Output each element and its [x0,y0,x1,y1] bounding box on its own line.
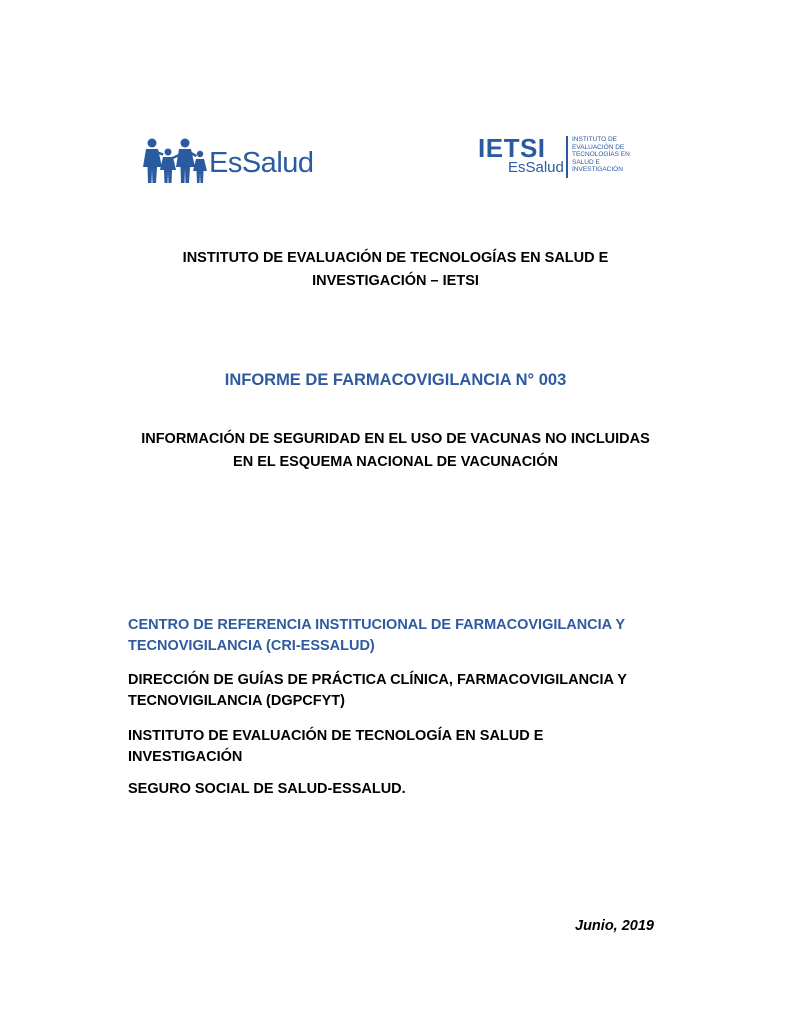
ietsi-descriptor-line: INVESTIGACIÓN [572,166,623,174]
ietsi-descriptor-line: INSTITUTO DE [572,136,618,143]
institute-block [128,726,668,768]
essalud-wordmark: EsSalud [209,147,314,179]
ietsi-logo [478,134,638,184]
reference-center-line2: TECNOVIGILANCIA (CRI-ESSALUD) [128,638,375,654]
report-title: INFORME DE FARMACOVIGILANCIA N° 003 [224,371,567,389]
direction-line2: TECNOVIGILANCIA (DGPCFYT) [128,693,345,709]
family-figures-icon [143,137,209,185]
report-subtitle [0,428,791,474]
ietsi-descriptor-line: TECNOLOGÍAS EN [572,151,630,159]
institute-block-line1: INSTITUTO DE EVALUACIÓN DE TECNOLOGÍA EN SALUD E [128,728,544,744]
direction-line1: DIRECCIÓN DE GUÍAS DE PRÁCTICA CLÍNICA, FARMACOVIGILANCIA Y [128,672,627,688]
report-subtitle-line2: EN EL ESQUEMA NACIONAL DE VACUNACIÓN [233,454,558,470]
institute-heading [0,247,791,293]
ietsi-descriptor [572,136,642,174]
institute-heading-line1: INSTITUTO DE EVALUACIÓN DE TECNOLOGÍAS EN SALUD E [182,250,609,266]
essalud-logo [143,135,333,185]
ietsi-descriptor-line: EVALUACIÓN DE [572,143,625,151]
institute-block-line2: INVESTIGACIÓN [128,749,243,765]
report-subtitle-line1: INFORMACIÓN DE SEGURIDAD EN EL USO DE VACUNAS NO INCLUIDAS [141,431,650,447]
reference-center-line1: CENTRO DE REFERENCIA INSTITUCIONAL DE FARMACOVIGILANCIA Y [128,617,626,633]
report-date: Junio, 2019 [575,918,654,934]
ietsi-descriptor-line: SALUD E [572,158,600,166]
logo-divider [566,136,568,178]
institute-heading-line2: INVESTIGACIÓN – IETSI [312,273,479,289]
ietsi-wordmark: IETSI [478,133,546,163]
direction-block [128,670,668,712]
ietsi-essalud-wordmark: EsSalud [508,159,564,176]
insurance-block: SEGURO SOCIAL DE SALUD-ESSALUD. [128,781,406,797]
reference-center [128,615,668,657]
